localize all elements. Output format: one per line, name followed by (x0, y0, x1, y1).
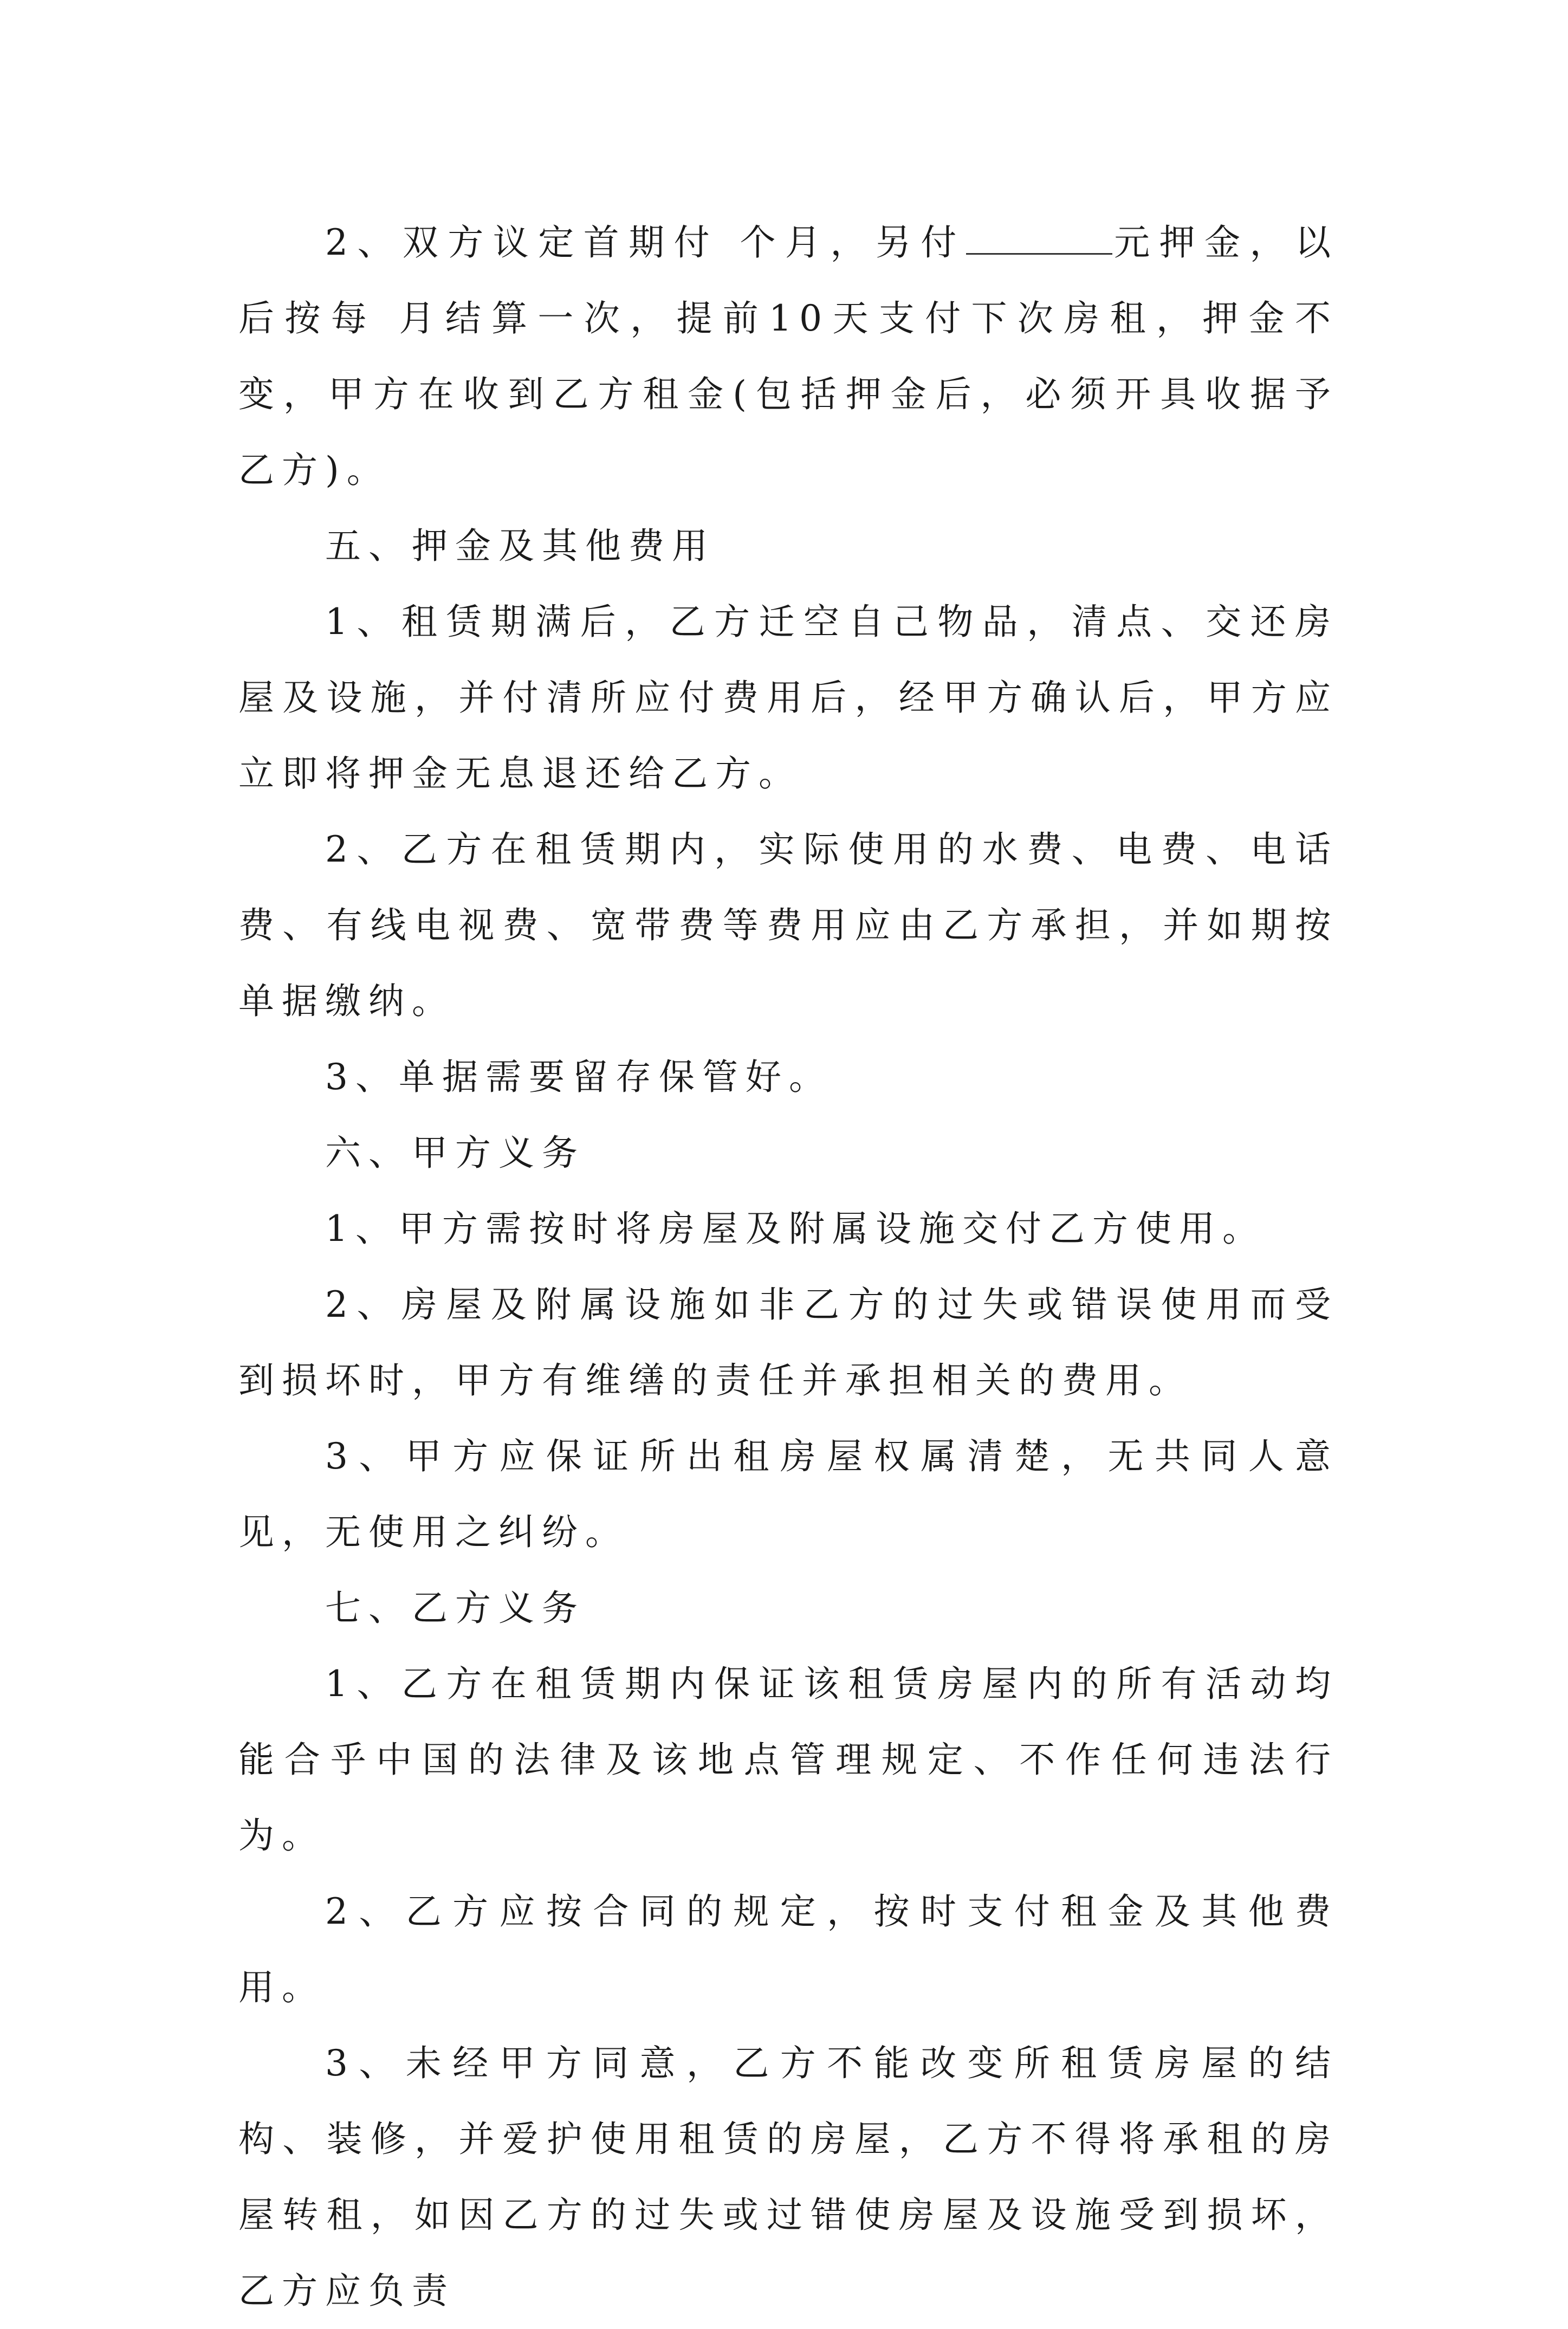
section-heading-party-a-duties: 六、甲方义务 (325, 1132, 585, 1174)
clause-keep-receipts: 3、单据需要留存保管好。 (325, 1056, 832, 1098)
clause-party-b-no-alteration: 3、未经甲方同意，乙方不能改变所租赁房屋的结构、装修，并爱护使用租赁的房屋，乙方不得将承租的房屋转租，如因乙方的过失或过错使房屋及设施受到损坏，乙方应负责 (238, 2042, 1338, 2312)
clause-deposit-refund: 1、租赁期满后，乙方迁空自己物品，清点、交还房屋及设施，并付清所应付费用后，经甲方确认后，甲方应立即将押金无息退还给乙方。 (238, 601, 1338, 794)
clause-payment-terms-part2: 元押金，以后按每 月结算一次，提前10天支付下次房租，押金不变，甲方在收到乙方租金(包括押金后，必须开具收据予乙方)。 (238, 222, 1338, 491)
clause-payment-terms (238, 205, 1338, 508)
clause-party-a-repairs: 2、房屋及附属设施如非乙方的过失或错误使用而受到损坏时，甲方有维缮的责任并承担相关的费用。 (238, 1284, 1338, 1401)
clause-party-a-delivery: 1、甲方需按时将房屋及附属设施交付乙方使用。 (325, 1208, 1266, 1250)
clause-payment-terms-part1: 2、双方议定首期付 个月，另付 (325, 222, 966, 263)
clause-party-b-legal: 1、乙方在租赁期内保证该租赁房屋内的所有活动均能合乎中国的法律及该地点管理规定、不作任何违法行为。 (238, 1663, 1338, 1856)
section-heading-party-b-duties: 七、乙方义务 (325, 1587, 585, 1629)
section-heading-deposit: 五、押金及其他费用 (325, 525, 715, 567)
contract-body (238, 205, 1338, 2329)
clause-party-a-ownership: 3、甲方应保证所出租房屋权属清楚，无共同人意见，无使用之纠纷。 (238, 1435, 1338, 1553)
deposit-amount-blank (966, 221, 1112, 255)
clause-party-b-payment: 2、乙方应按合同的规定，按时支付租金及其他费用。 (238, 1891, 1338, 2008)
clause-utility-fees: 2、乙方在租赁期内，实际使用的水费、电费、电话费、有线电视费、宽带费等费用应由乙方承担，并如期按单据缴纳。 (238, 829, 1338, 1022)
